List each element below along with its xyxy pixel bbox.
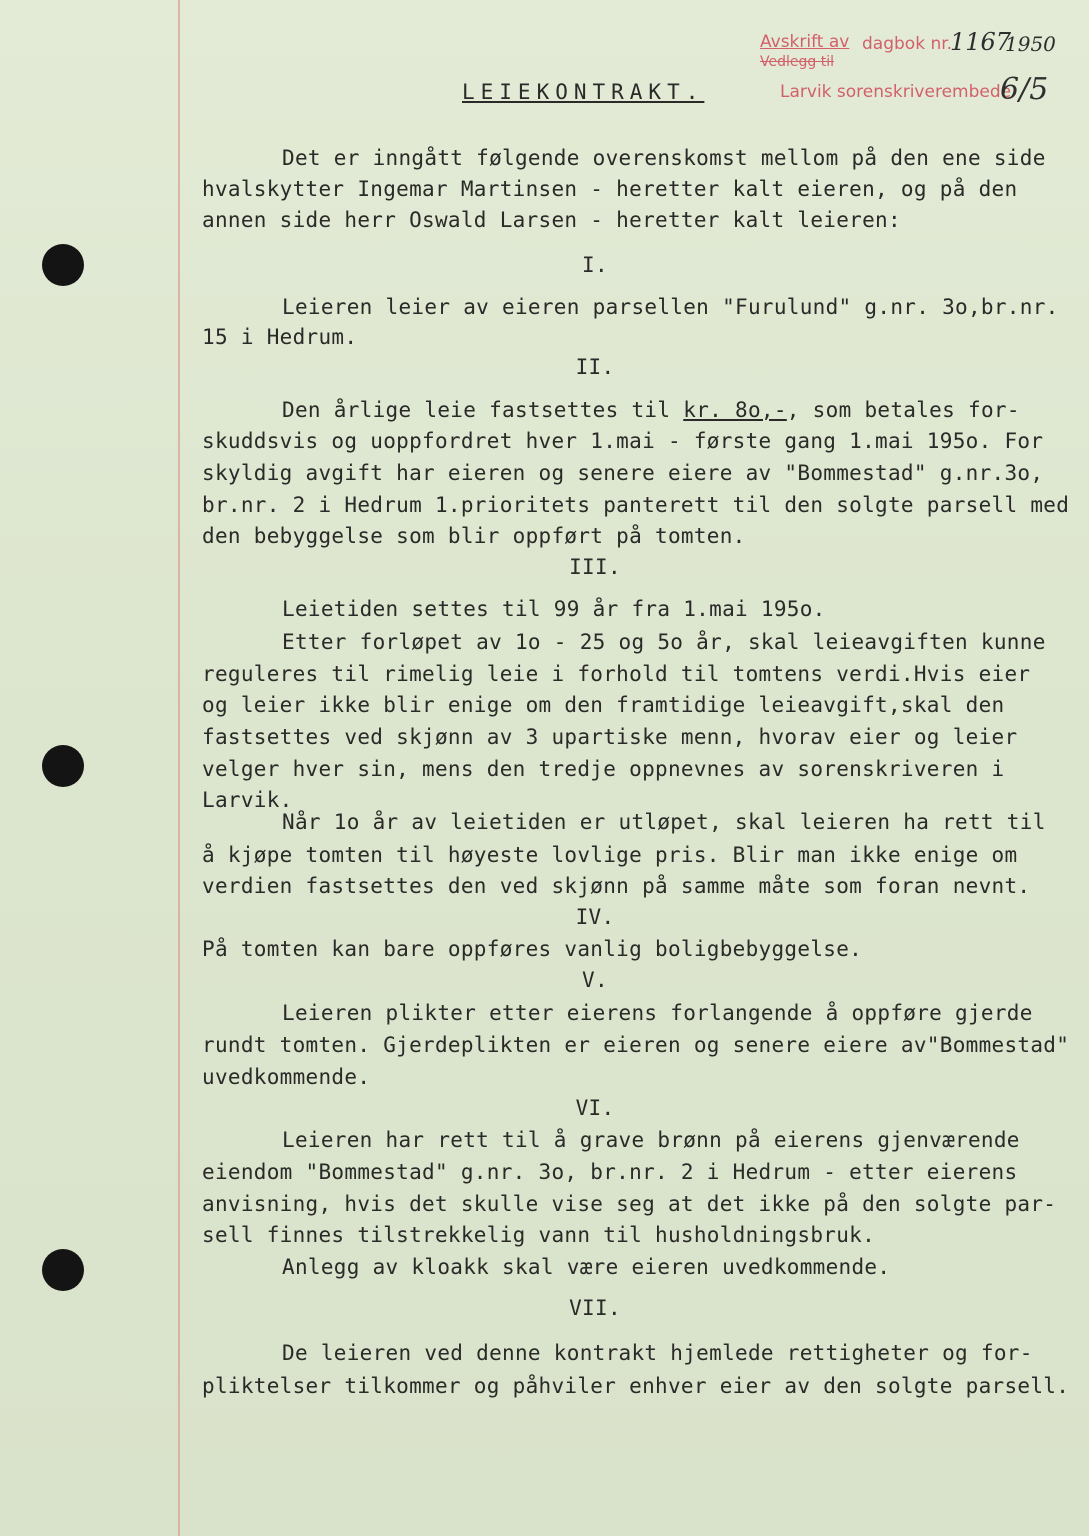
section-5-line-2: rundt tomten. Gjerdeplikten er eieren og senere eiere av"Bommestad" [202,1033,1070,1057]
section-6-line-4: sell finnes tilstrekkelig vann til husholdningsbruk. [202,1223,876,1247]
section-6-line-1: Leieren har rett til å grave brønn på eierens gjenværende [282,1128,1020,1152]
stamp-office: Larvik sorenskriverembede [780,82,1012,102]
section-heading-4: IV. [575,905,615,929]
section-heading-3: III. [569,555,621,579]
section-4-line-1: På tomten kan bare oppføres vanlig boligbebyggelse. [202,937,863,961]
section-heading-6: VI. [575,1096,615,1120]
section-heading-1: I. [582,253,608,277]
stamp-avskrift: Avskrift av [760,32,850,52]
section-3-line-8: Når 1o år av leietiden er utløpet, skal leieren ha rett til [282,810,1046,834]
section-7-line-2: pliktelser tilkommer og påhviler enhver eier av den solgte parsell. [202,1374,1070,1398]
stamp-dagbok: dagbok nr. [862,34,953,54]
section-2-line-1-pre: Den årlige leie fastsettes til [282,398,684,422]
section-5-line-1: Leieren plikter etter eierens forlangende å oppføre gjerde [282,1001,1033,1025]
section-3-line-7: Larvik. [202,788,293,812]
punch-hole-top [42,244,84,286]
document-title: LEIEKONTRAKT. [462,80,705,104]
section-3-line-6: velger hver sin, mens den tredje oppnevnes av sorenskriveren i [202,757,1005,781]
section-3-line-10: verdien fastsettes den ved skjønn på samme måte som foran nevnt. [202,874,1031,898]
section-heading-7: VII. [569,1296,621,1320]
section-6-line-5: Anlegg av kloakk skal være eieren uvedkommende. [282,1255,891,1279]
stamp-number: 1167 [950,28,1012,56]
intro-line-2: hvalskytter Ingemar Martinsen - heretter kalt eieren, og på den [202,177,1018,201]
punch-hole-middle [42,745,84,787]
stamp-vedlegg: Vedlegg til [760,54,834,70]
section-2-line-4: br.nr. 2 i Hedrum 1.prioritets panterett til den solgte parsell med [202,493,1070,517]
section-2-line-2: skuddsvis og uoppfordret hver 1.mai - første gang 1.mai 195o. For [202,429,1044,453]
section-3-line-1: Leietiden settes til 99 år fra 1.mai 195o. [282,597,826,621]
handwritten-date: 6/5 [1000,72,1049,107]
section-3-line-5: fastsettes ved skjønn av 3 upartiske menn, hvorav eier og leier [202,725,1018,749]
section-heading-2: II. [575,355,615,379]
section-3-line-9: å kjøpe tomten til høyeste lovlige pris. Blir man ikke enige om [202,843,1018,867]
section-5-line-3: uvedkommende. [202,1065,371,1089]
section-6-line-3: anvisning, hvis det skulle vise seg at det ikke på den solgte par- [202,1192,1057,1216]
section-1-line-2: 15 i Hedrum. [202,325,358,349]
rent-amount: kr. 8o,- [683,398,787,422]
section-3-line-4: og leier ikke blir enige om den framtidige leieavgift,skal den [202,693,1005,717]
section-6-line-2: eiendom "Bommestad" g.nr. 3o, br.nr. 2 i Hedrum - etter eierens [202,1160,1018,1184]
section-2-line-1 [282,398,1020,422]
section-2-line-1-post: , som betales for- [786,398,1020,422]
punch-hole-bottom [42,1249,84,1291]
section-heading-5: V. [582,968,608,992]
stamp-year: 1950 [1005,32,1056,56]
intro-line-1: Det er inngått følgende overenskomst mellom på den ene side [282,146,1046,170]
section-1-line-1: Leieren leier av eieren parsellen "Furulund" g.nr. 3o,br.nr. [282,295,1059,319]
intro-line-3: annen side herr Oswald Larsen - heretter kalt leieren: [202,208,901,232]
section-3-line-2: Etter forløpet av 1o - 25 og 5o år, skal leieavgiften kunne [282,630,1046,654]
section-3-line-3: reguleres til rimelig leie i forhold til tomtens verdi.Hvis eier [202,662,1031,686]
section-2-line-5: den bebyggelse som blir oppført på tomten. [202,524,746,548]
section-2-line-3: skyldig avgift har eieren og senere eiere av "Bommestad" g.nr.3o, [202,461,1044,485]
section-7-line-1: De leieren ved denne kontrakt hjemlede rettigheter og for- [282,1341,1033,1365]
